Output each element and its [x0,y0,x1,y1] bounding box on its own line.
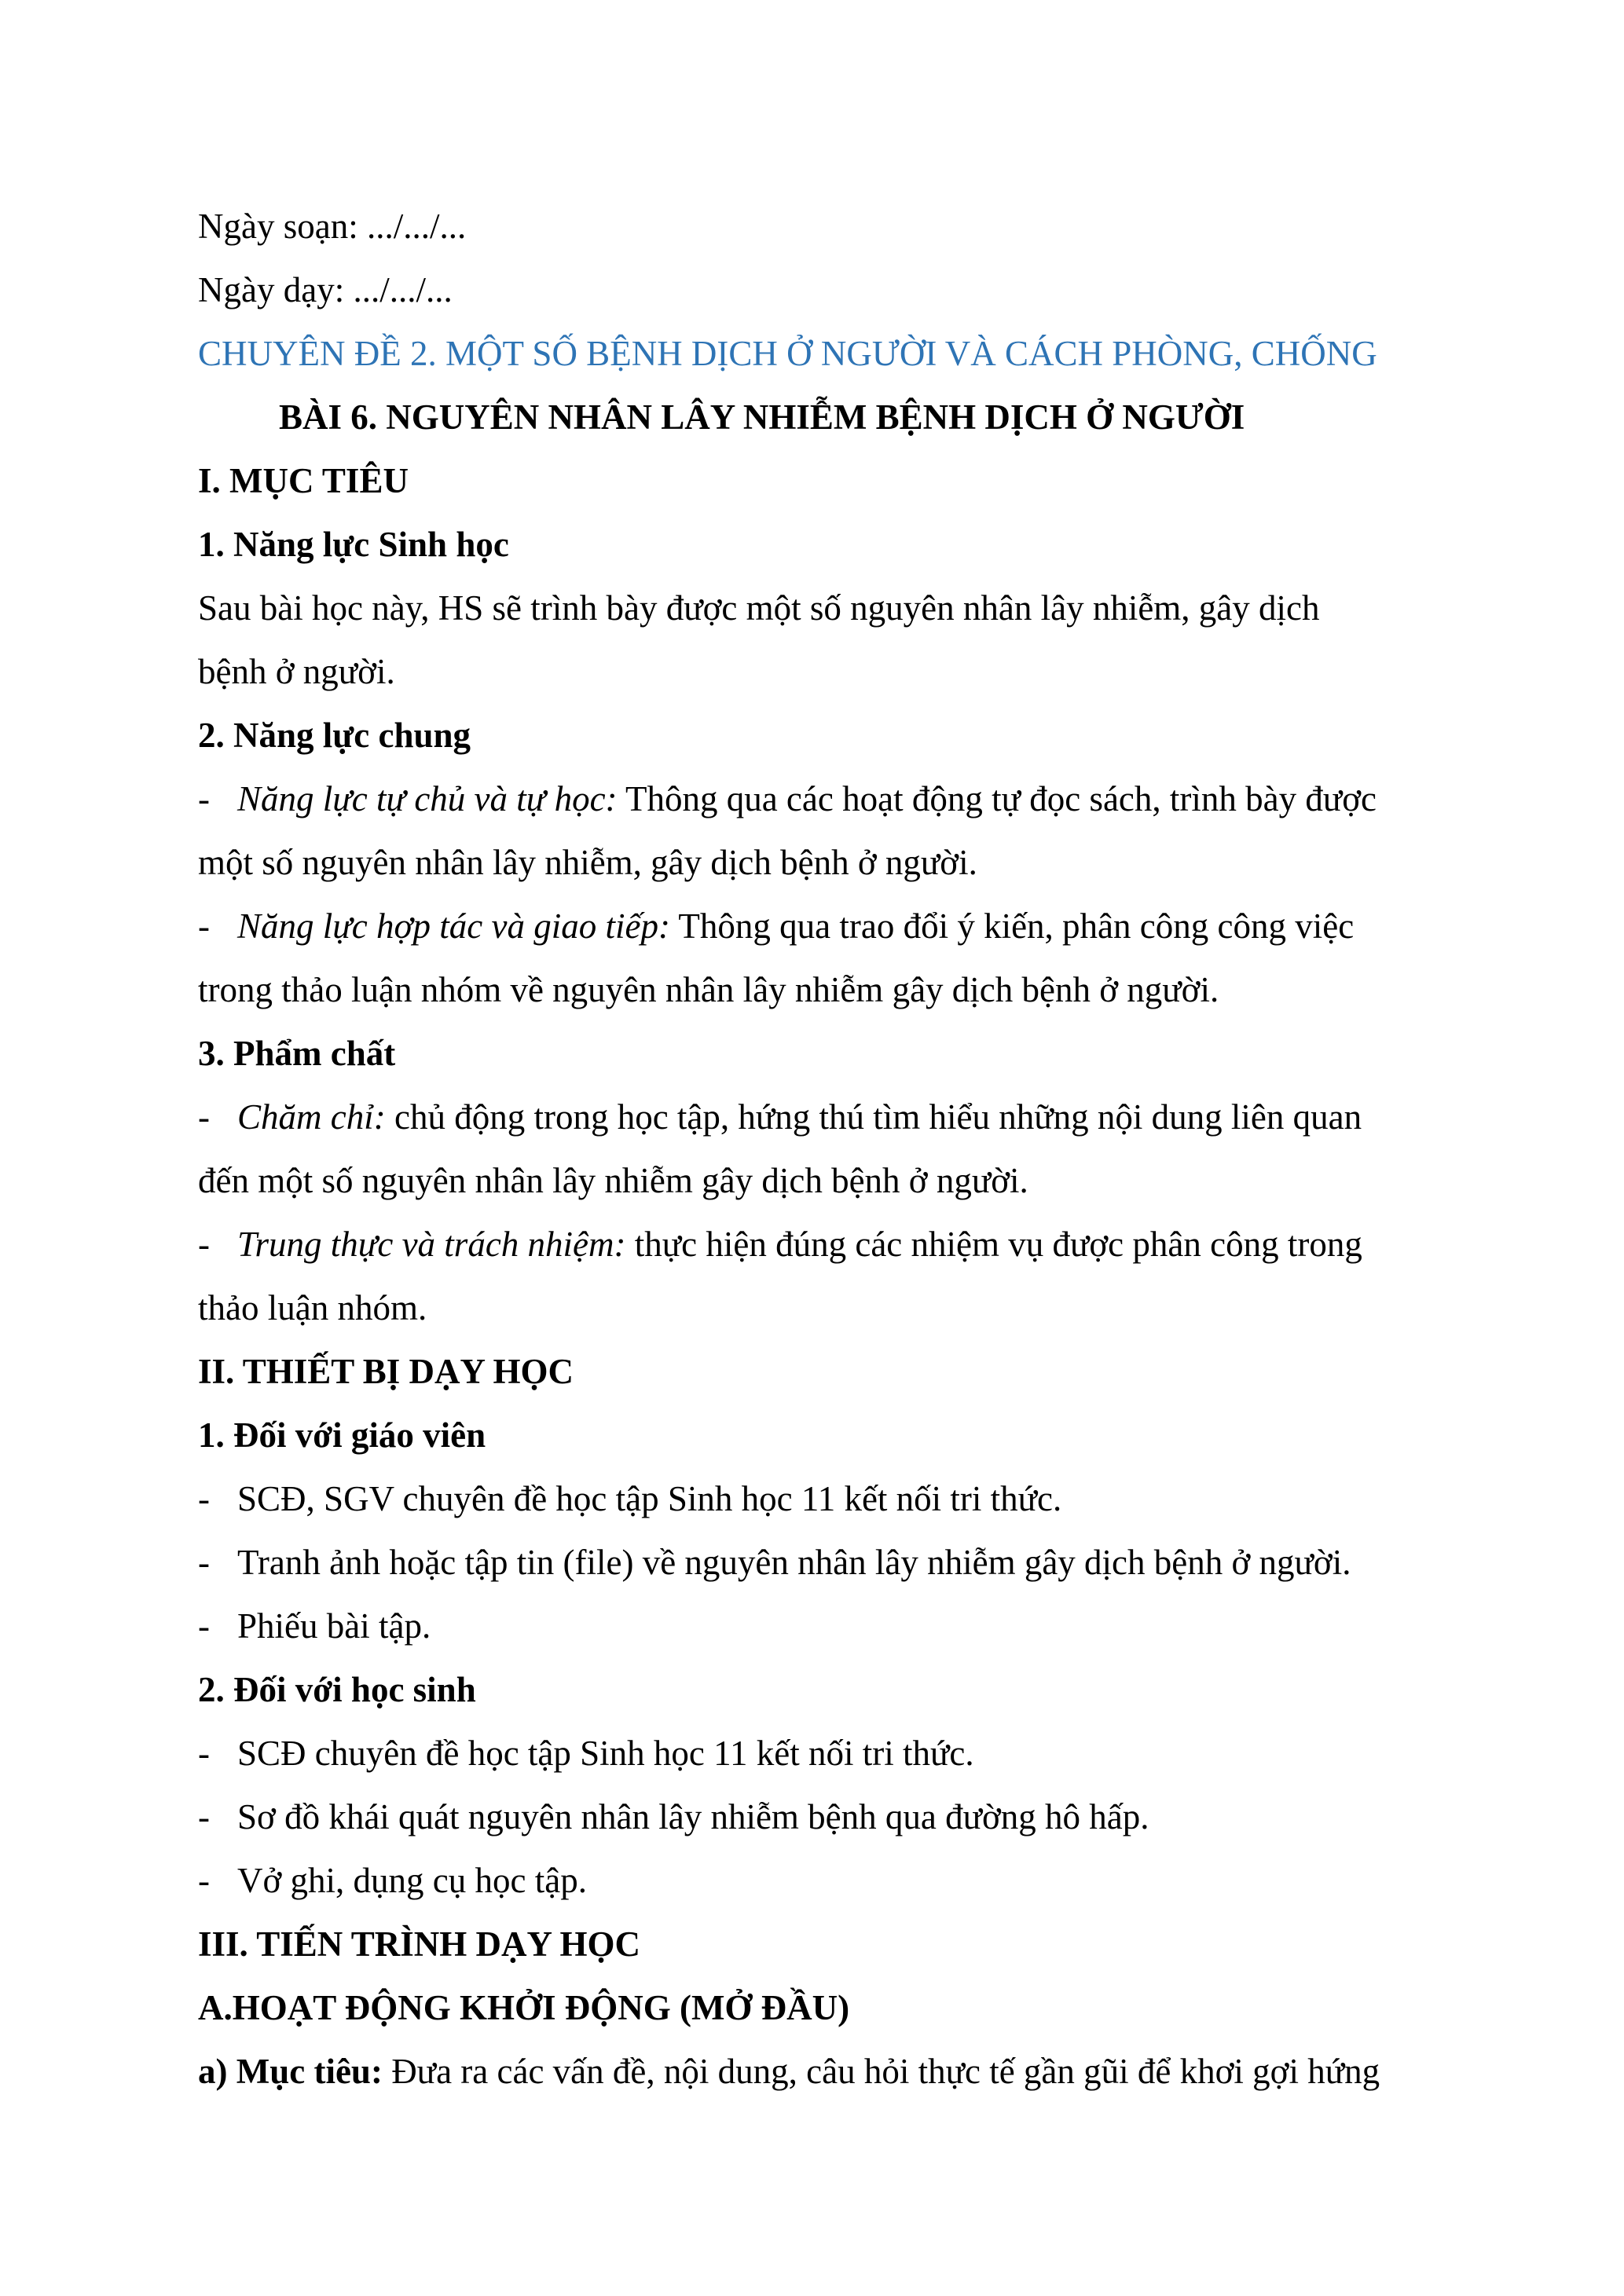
list-item [198,1849,1432,1913]
biology-competence-text-2: bệnh ở người. [198,652,395,691]
dash-marker: - [198,1543,210,1582]
dash-marker: - [198,779,210,818]
general-competence-item-2-cont: trong thảo luận nhóm về nguyên nhân lây nhiễm gây dịch bệnh ở người. [198,970,1219,1009]
objective-text: Đưa ra các vấn đề, nội dung, câu hỏi thực tế gần gũi để khơi gợi hứng [382,2052,1380,2091]
biology-competence-title: 1. Năng lực Sinh học [198,525,509,564]
biology-competence-text-1: Sau bài học này, HS sẽ trình bày được một số nguyên nhân lây nhiễm, gây dịch [198,588,1320,628]
dash-marker: - [198,1861,210,1900]
item-label: Năng lực hợp tác và giao tiếp: [237,906,670,946]
list-item-text: SCĐ chuyên đề học tập Sinh học 11 kết nối tri thức. [237,1734,974,1773]
list-item-text: Tranh ảnh hoặc tập tin (file) về nguyên nhân lây nhiễm gây dịch bệnh ở người. [237,1543,1351,1582]
dash-marker: - [198,1097,210,1137]
topic-title: CHUYÊN ĐỀ 2. MỘT SỐ BỆNH DỊCH Ở NGƯỜI VÀ CÁCH PHÒNG, CHỐNG [198,334,1377,373]
item-text: chủ động trong học tập, hứng thú tìm hiểu những nội dung liên quan [385,1097,1362,1137]
dash-marker: - [198,1734,210,1773]
general-competence-item-1-cont: một số nguyên nhân lây nhiễm, gây dịch bệnh ở người. [198,843,977,882]
prep-date: Ngày soạn: .../.../... [198,207,467,246]
section-process-title: III. TIẾN TRÌNH DẠY HỌC [198,1924,641,1964]
list-item-text: Sơ đồ khái quát nguyên nhân lây nhiễm bệnh qua đường hô hấp. [237,1797,1149,1836]
section-equipment-title: II. THIẾT BỊ DẠY HỌC [198,1352,574,1391]
list-item-text: SCĐ, SGV chuyên đề học tập Sinh học 11 kết nối tri thức. [237,1479,1062,1518]
list-item [198,1722,1432,1785]
item-text: Thông qua các hoạt động tự đọc sách, trình bày được [617,779,1377,818]
qualities-item-2-cont: thảo luận nhóm. [198,1288,427,1327]
list-item [198,1467,1432,1531]
list-item [198,1785,1432,1849]
list-item [198,1531,1432,1595]
teach-date: Ngày dạy: .../.../... [198,270,453,309]
general-competence-title: 2. Năng lực chung [198,716,471,755]
dash-marker: - [198,1225,210,1264]
qualities-item-1 [198,1086,1432,1149]
item-text: thực hiện đúng các nhiệm vụ được phân công trong [625,1225,1362,1264]
objective-line [198,2040,1432,2104]
warmup-activity-title: A.HOẠT ĐỘNG KHỞI ĐỘNG (MỞ ĐẦU) [198,1988,850,2027]
teacher-equipment-title: 1. Đối với giáo viên [198,1415,486,1455]
general-competence-item-2 [198,895,1432,958]
objective-label: a) Mục tiêu: [198,2052,383,2091]
dash-marker: - [198,1479,210,1518]
qualities-title: 3. Phẩm chất [198,1034,396,1073]
item-label: Trung thực và trách nhiệm: [237,1225,626,1264]
item-label: Chăm chỉ: [237,1097,386,1137]
list-item [198,1595,1432,1658]
item-text: Thông qua trao đổi ý kiến, phân công công việc [669,906,1355,946]
item-label: Năng lực tự chủ và tự học: [237,779,618,818]
list-item-text: Vở ghi, dụng cụ học tập. [237,1861,587,1900]
student-equipment-title: 2. Đối với học sinh [198,1670,476,1709]
qualities-item-1-cont: đến một số nguyên nhân lây nhiễm gây dịch bệnh ở người. [198,1161,1028,1200]
dash-marker: - [198,1606,210,1646]
list-item-text: Phiếu bài tập. [237,1606,431,1646]
dash-marker: - [198,1797,210,1836]
qualities-item-2 [198,1213,1432,1276]
lesson-title: BÀI 6. NGUYÊN NHÂN LÂY NHIỄM BỆNH DỊCH Ở NGƯỜI [279,397,1245,437]
dash-marker: - [198,906,210,946]
section-objectives-title: I. MỤC TIÊU [198,461,409,500]
general-competence-item-1 [198,767,1432,831]
